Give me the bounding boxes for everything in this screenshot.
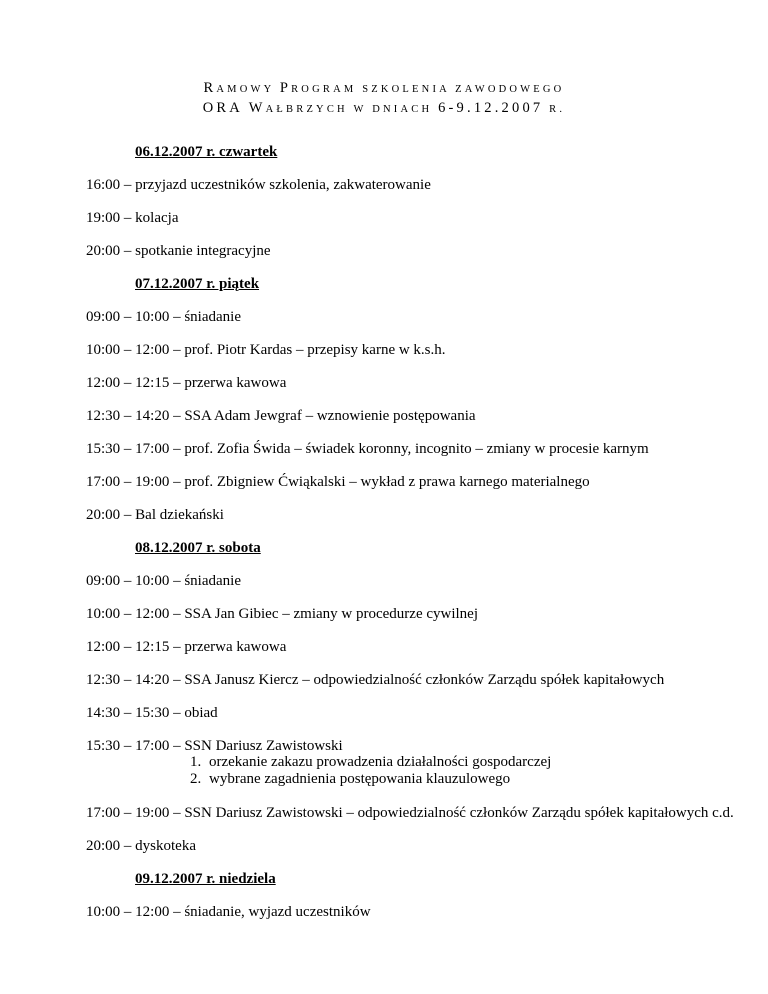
schedule-item <box>86 839 766 872</box>
schedule-item <box>86 211 766 244</box>
schedule-item-text: 10:00 – 12:00 – śniadanie, wyjazd uczestników <box>86 904 371 920</box>
day-heading: 08.12.2007 r. sobota <box>135 540 261 556</box>
schedule-item-text: 12:00 – 12:15 – przerwa kawowa <box>86 375 287 391</box>
title-segment: P <box>279 80 292 96</box>
sub-list-item <box>190 771 766 788</box>
schedule-item-text: 12:30 – 14:20 – SSA Adam Jewgraf – wznowienie postępowania <box>86 408 476 424</box>
schedule-item-text: 20:00 – dyskoteka <box>86 838 196 854</box>
title-line-2 <box>0 99 768 119</box>
schedule-item <box>86 244 766 277</box>
schedule-item-text: 16:00 – przyjazd uczestników szkolenia, zakwaterowanie <box>86 177 431 193</box>
schedule-item <box>86 673 766 706</box>
schedule-item <box>86 508 766 541</box>
sub-list-number: 2. <box>190 771 202 787</box>
schedule-item-text: 19:00 – kolacja <box>86 210 179 226</box>
sub-list-text: wybrane zagadnienia postępowania klauzulowego <box>209 771 511 787</box>
schedule-item <box>86 706 766 739</box>
schedule-item <box>86 475 766 508</box>
title-segment: AMOWY <box>216 84 280 95</box>
sub-list-text: orzekanie zakazu prowadzenia działalności gospodarczej <box>209 754 552 770</box>
schedule-item-text: 10:00 – 12:00 – prof. Piotr Kardas – przepisy karne w k.s.h. <box>86 342 446 358</box>
day-heading: 07.12.2007 r. piątek <box>135 276 260 292</box>
title-segment: R. <box>543 104 566 115</box>
schedule-item-text: 20:00 – spotkanie integracyjne <box>86 243 271 259</box>
schedule-item <box>86 376 766 409</box>
sub-list-number: 1. <box>190 754 202 770</box>
schedule-item <box>86 905 766 938</box>
schedule-item-text: 15:30 – 17:00 – SSN Dariusz Zawistowski <box>86 738 343 754</box>
day-heading: 06.12.2007 r. czwartek <box>135 144 278 160</box>
title-segment: R <box>203 80 217 96</box>
title-segment: ROGRAM SZKOLENIA ZAWODOWEGO <box>291 84 565 95</box>
schedule-item-text: 14:30 – 15:30 – obiad <box>86 705 218 721</box>
schedule-item <box>86 739 766 788</box>
schedule-item <box>86 806 766 839</box>
day-heading: 09.12.2007 r. niedziela <box>135 871 276 887</box>
sub-list-item <box>190 754 766 771</box>
schedule-item <box>86 178 766 211</box>
schedule-item <box>86 343 766 376</box>
sub-list <box>190 754 766 788</box>
schedule-item-text: 10:00 – 12:00 – SSA Jan Gibiec – zmiany w procedurze cywilnej <box>86 606 479 622</box>
schedule-item <box>86 442 766 475</box>
schedule-item <box>86 574 766 607</box>
schedule-item-text: 17:00 – 19:00 – SSN Dariusz Zawistowski – odpowiedzialność członków Zarządu spółek kapitałowych c.d. <box>86 805 734 821</box>
schedule-item <box>86 607 766 640</box>
schedule-item <box>86 409 766 442</box>
document-title <box>0 79 768 119</box>
schedule-item-text: 09:00 – 10:00 – śniadanie <box>86 309 241 325</box>
schedule-item-text: 17:00 – 19:00 – prof. Zbigniew Ćwiąkalski – wykład z prawa karnego materialnego <box>86 474 590 490</box>
title-segment: AŁBRZYCH W DNIACH <box>265 104 439 115</box>
schedule-item <box>86 640 766 673</box>
schedule-item <box>86 310 766 343</box>
schedule-item-text: 09:00 – 10:00 – śniadanie <box>86 573 241 589</box>
schedule-item-text: 15:30 – 17:00 – prof. Zofia Świda – świadek koronny, incognito – zmiany w procesie karnym <box>86 441 649 457</box>
title-line-1 <box>0 79 768 99</box>
title-segment: 6-9.12.2007 <box>438 100 544 116</box>
schedule-item-text: 20:00 – Bal dziekański <box>86 507 224 523</box>
schedule-item-text: 12:00 – 12:15 – przerwa kawowa <box>86 639 287 655</box>
title-segment: ORA W <box>202 100 266 116</box>
schedule <box>86 145 766 938</box>
schedule-item-text: 12:30 – 14:20 – SSA Janusz Kiercz – odpowiedzialność członków Zarządu spółek kapitałowych <box>86 672 665 688</box>
